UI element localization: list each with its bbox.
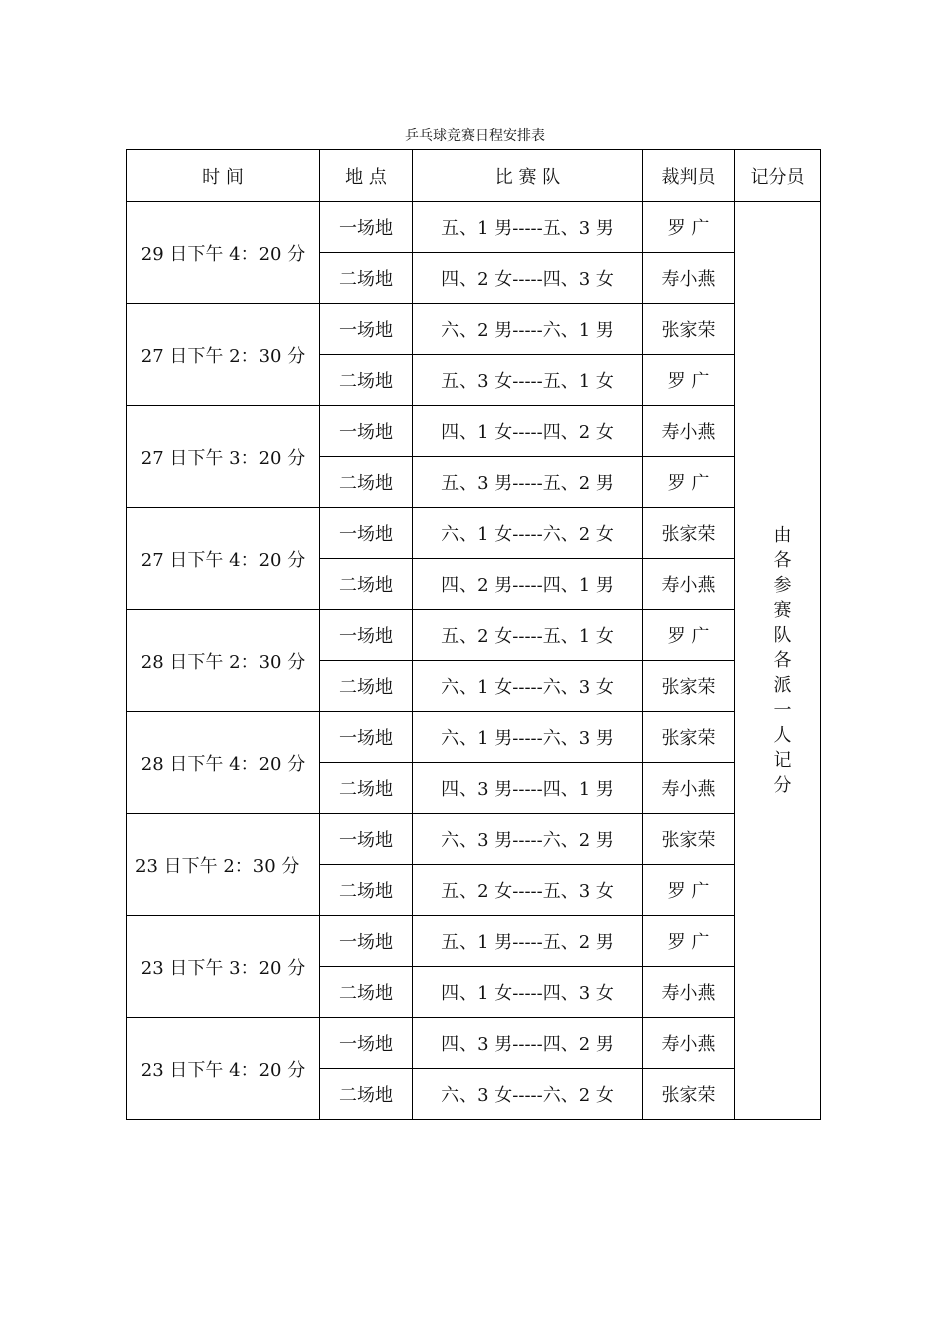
venue-cell: 二场地 <box>320 253 413 304</box>
session-time: 29 日下午 4：20 分 <box>127 202 320 304</box>
match-cell: 四、1 女-----四、3 女 <box>413 967 643 1018</box>
match-cell: 六、1 女-----六、2 女 <box>413 508 643 559</box>
session-time: 28 日下午 4：20 分 <box>127 712 320 814</box>
match-cell: 五、1 男-----五、2 男 <box>413 916 643 967</box>
referee-cell: 寿小燕 <box>643 1018 735 1069</box>
venue-cell: 一场地 <box>320 610 413 661</box>
venue-cell: 一场地 <box>320 304 413 355</box>
header-row <box>127 150 821 202</box>
session-time: 28 日下午 2：30 分 <box>127 610 320 712</box>
venue-cell: 二场地 <box>320 661 413 712</box>
venue-cell: 一场地 <box>320 916 413 967</box>
session-time: 27 日下午 3：20 分 <box>127 406 320 508</box>
venue-cell: 一场地 <box>320 712 413 763</box>
referee-cell: 张家荣 <box>643 1069 735 1120</box>
header-venue: 地 点 <box>320 150 413 202</box>
table-row <box>127 610 821 661</box>
scorer-note: 由各参赛队各派一人记分 <box>773 525 792 796</box>
header-referee: 裁判员 <box>643 150 735 202</box>
match-cell: 四、1 女-----四、2 女 <box>413 406 643 457</box>
table-row <box>127 712 821 763</box>
table-row <box>127 1018 821 1069</box>
session-time: 23 日下午 3：20 分 <box>127 916 320 1018</box>
session-time: 23 日下午 2：30 分 <box>127 814 320 916</box>
match-cell: 四、3 男-----四、2 男 <box>413 1018 643 1069</box>
referee-cell: 罗 广 <box>643 865 735 916</box>
table-row <box>127 304 821 355</box>
match-cell: 五、3 女-----五、1 女 <box>413 355 643 406</box>
referee-cell: 张家荣 <box>643 508 735 559</box>
match-cell: 五、1 男-----五、3 男 <box>413 202 643 253</box>
referee-cell: 寿小燕 <box>643 253 735 304</box>
referee-cell: 寿小燕 <box>643 559 735 610</box>
referee-cell: 罗 广 <box>643 457 735 508</box>
table-row <box>127 916 821 967</box>
table-row <box>127 202 821 253</box>
venue-cell: 一场地 <box>320 814 413 865</box>
venue-cell: 一场地 <box>320 202 413 253</box>
referee-cell: 寿小燕 <box>643 763 735 814</box>
session-time: 23 日下午 4：20 分 <box>127 1018 320 1120</box>
match-cell: 六、3 男-----六、2 男 <box>413 814 643 865</box>
match-cell: 六、1 男-----六、3 男 <box>413 712 643 763</box>
referee-cell: 寿小燕 <box>643 406 735 457</box>
match-cell: 六、2 男-----六、1 男 <box>413 304 643 355</box>
venue-cell: 二场地 <box>320 1069 413 1120</box>
scorer-note-cell <box>735 202 821 1120</box>
venue-cell: 二场地 <box>320 355 413 406</box>
venue-cell: 一场地 <box>320 406 413 457</box>
venue-cell: 二场地 <box>320 865 413 916</box>
match-cell: 四、2 男-----四、1 男 <box>413 559 643 610</box>
referee-cell: 罗 广 <box>643 610 735 661</box>
venue-cell: 二场地 <box>320 763 413 814</box>
header-match: 比 赛 队 <box>413 150 643 202</box>
table-row <box>127 508 821 559</box>
document-title: 乒乓球竞赛日程安排表 <box>405 128 545 144</box>
referee-cell: 张家荣 <box>643 304 735 355</box>
match-cell: 五、2 女-----五、1 女 <box>413 610 643 661</box>
referee-cell: 寿小燕 <box>643 967 735 1018</box>
match-cell: 五、2 女-----五、3 女 <box>413 865 643 916</box>
referee-cell: 张家荣 <box>643 661 735 712</box>
referee-cell: 罗 广 <box>643 916 735 967</box>
schedule-table <box>126 149 821 1120</box>
session-time: 27 日下午 4：20 分 <box>127 508 320 610</box>
referee-cell: 罗 广 <box>643 355 735 406</box>
referee-cell: 张家荣 <box>643 814 735 865</box>
table-row <box>127 814 821 865</box>
venue-cell: 二场地 <box>320 559 413 610</box>
match-cell: 四、3 男-----四、1 男 <box>413 763 643 814</box>
header-time: 时 间 <box>127 150 320 202</box>
venue-cell: 二场地 <box>320 457 413 508</box>
table-row <box>127 406 821 457</box>
venue-cell: 一场地 <box>320 1018 413 1069</box>
header-scorer: 记分员 <box>735 150 821 202</box>
match-cell: 五、3 男-----五、2 男 <box>413 457 643 508</box>
venue-cell: 二场地 <box>320 967 413 1018</box>
referee-cell: 张家荣 <box>643 712 735 763</box>
match-cell: 六、1 女-----六、3 女 <box>413 661 643 712</box>
match-cell: 四、2 女-----四、3 女 <box>413 253 643 304</box>
match-cell: 六、3 女-----六、2 女 <box>413 1069 643 1120</box>
referee-cell: 罗 广 <box>643 202 735 253</box>
venue-cell: 一场地 <box>320 508 413 559</box>
session-time: 27 日下午 2：30 分 <box>127 304 320 406</box>
